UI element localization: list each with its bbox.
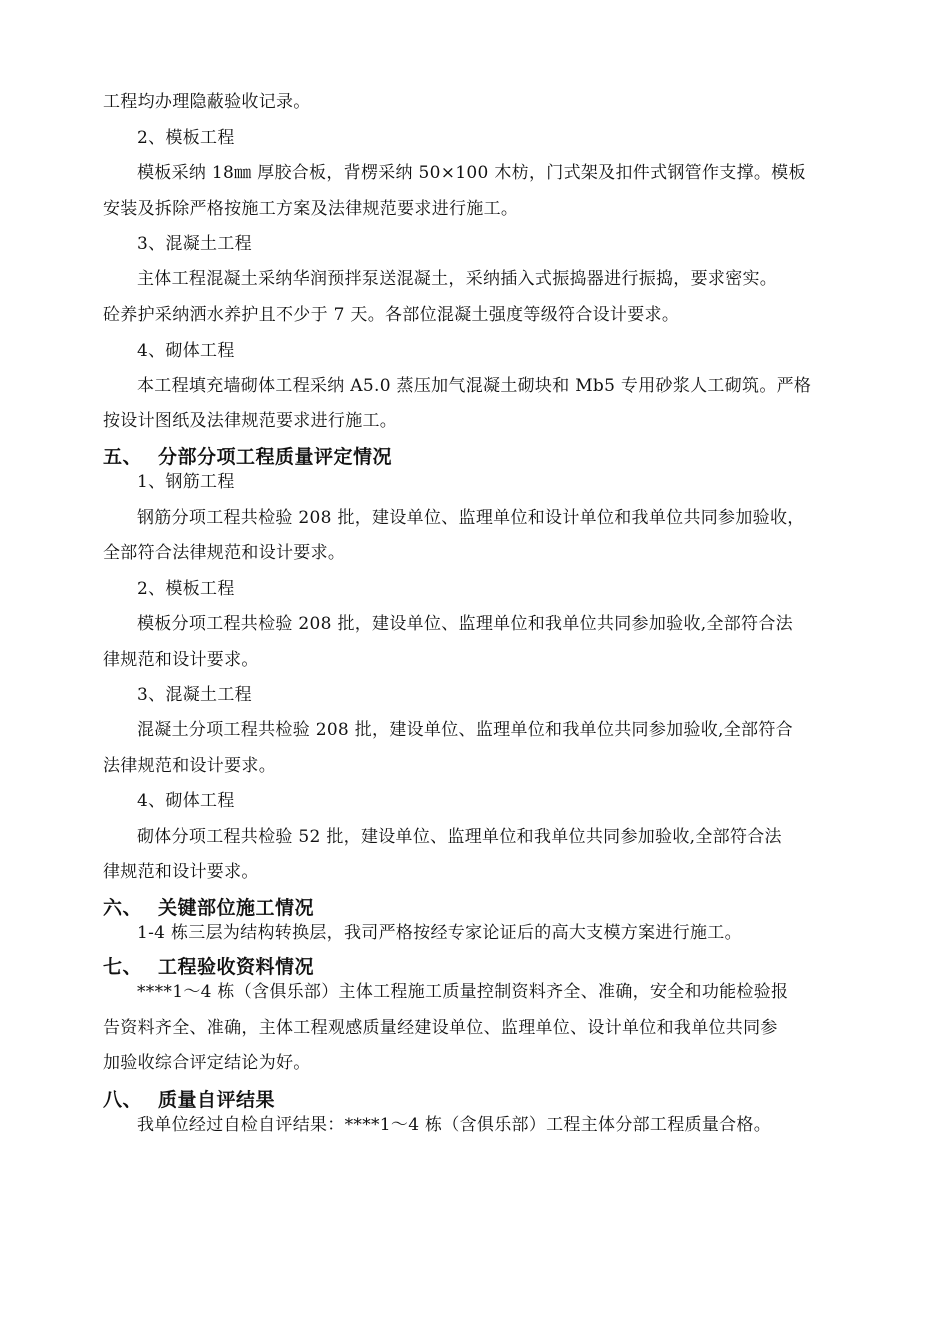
- subsection-title: 1、钢筋工程: [137, 472, 235, 492]
- paragraph-line: 加验收综合评定结论为好。: [103, 1053, 311, 1073]
- subsection-title: 2、模板工程: [137, 579, 235, 599]
- section-title: 关键部位施工情况: [158, 897, 315, 919]
- section-number: 五、: [103, 446, 143, 468]
- section-heading: [103, 1088, 275, 1112]
- section-number: 八、: [103, 1089, 143, 1111]
- paragraph-line: 我单位经过自检自评结果：****1～4 栋（含俱乐部）工程主体分部工程质量合格。: [137, 1115, 772, 1135]
- section-title: 工程验收资料情况: [158, 956, 315, 978]
- paragraph-line: 告资料齐全、准确，主体工程观感质量经建设单位、监理单位、设计单位和我单位共同参: [103, 1018, 778, 1038]
- paragraph-line: 混凝土分项工程共检验 208 批，建设单位、监理单位和我单位共同参加验收,全部符合: [137, 720, 793, 740]
- section-heading: [103, 955, 314, 979]
- section-heading: [103, 445, 392, 469]
- subsection-title: 4、砌体工程: [137, 341, 235, 361]
- section-title: 质量自评结果: [158, 1089, 276, 1111]
- section-number: 七、: [103, 956, 143, 978]
- paragraph-line: 钢筋分项工程共检验 208 批，建设单位、监理单位和设计单位和我单位共同参加验收，: [137, 508, 805, 528]
- paragraph-line: 工程均办理隐蔽验收记录。: [103, 92, 311, 112]
- section-number: 六、: [103, 897, 143, 919]
- paragraph-line: 安装及拆除严格按施工方案及法律规范要求进行施工。: [103, 199, 519, 219]
- paragraph-line: 1-4 栋三层为结构转换层，我司严格按经专家论证后的高大支模方案进行施工。: [137, 923, 742, 943]
- paragraph-line: 模板采纳 18㎜ 厚胶合板，背楞采纳 50×100 木枋，门式架及扣件式钢管作支撑。模板: [137, 163, 806, 183]
- paragraph-line: 律规范和设计要求。: [103, 650, 259, 670]
- paragraph-line: 律规范和设计要求。: [103, 862, 259, 882]
- paragraph-line: 按设计图纸及法律规范要求进行施工。: [103, 411, 398, 431]
- paragraph-line: 全部符合法律规范和设计要求。: [103, 543, 346, 563]
- subsection-title: 4、砌体工程: [137, 791, 235, 811]
- section-heading: [103, 896, 314, 920]
- paragraph-line: 砼养护采纳洒水养护且不少于 7 天。各部位混凝土强度等级符合设计要求。: [103, 305, 680, 325]
- section-title: 分部分项工程质量评定情况: [158, 446, 393, 468]
- subsection-title: 3、混凝土工程: [137, 685, 252, 705]
- subsection-title: 2、模板工程: [137, 128, 235, 148]
- subsection-title: 3、混凝土工程: [137, 234, 252, 254]
- paragraph-line: 本工程填充墙砌体工程采纳 A5.0 蒸压加气混凝土砌块和 Mb5 专用砂浆人工砌筑。严格: [137, 376, 812, 396]
- paragraph-line: 主体工程混凝土采纳华润预拌泵送混凝土，采纳插入式振捣器进行振捣，要求密实。: [137, 269, 778, 289]
- paragraph-line: 法律规范和设计要求。: [103, 756, 276, 776]
- paragraph-line: ****1～4 栋（含俱乐部）主体工程施工质量控制资料齐全、准确，安全和功能检验报: [137, 982, 789, 1002]
- paragraph-line: 模板分项工程共检验 208 批，建设单位、监理单位和我单位共同参加验收,全部符合法: [137, 614, 793, 634]
- paragraph-line: 砌体分项工程共检验 52 批，建设单位、监理单位和我单位共同参加验收,全部符合法: [137, 827, 782, 847]
